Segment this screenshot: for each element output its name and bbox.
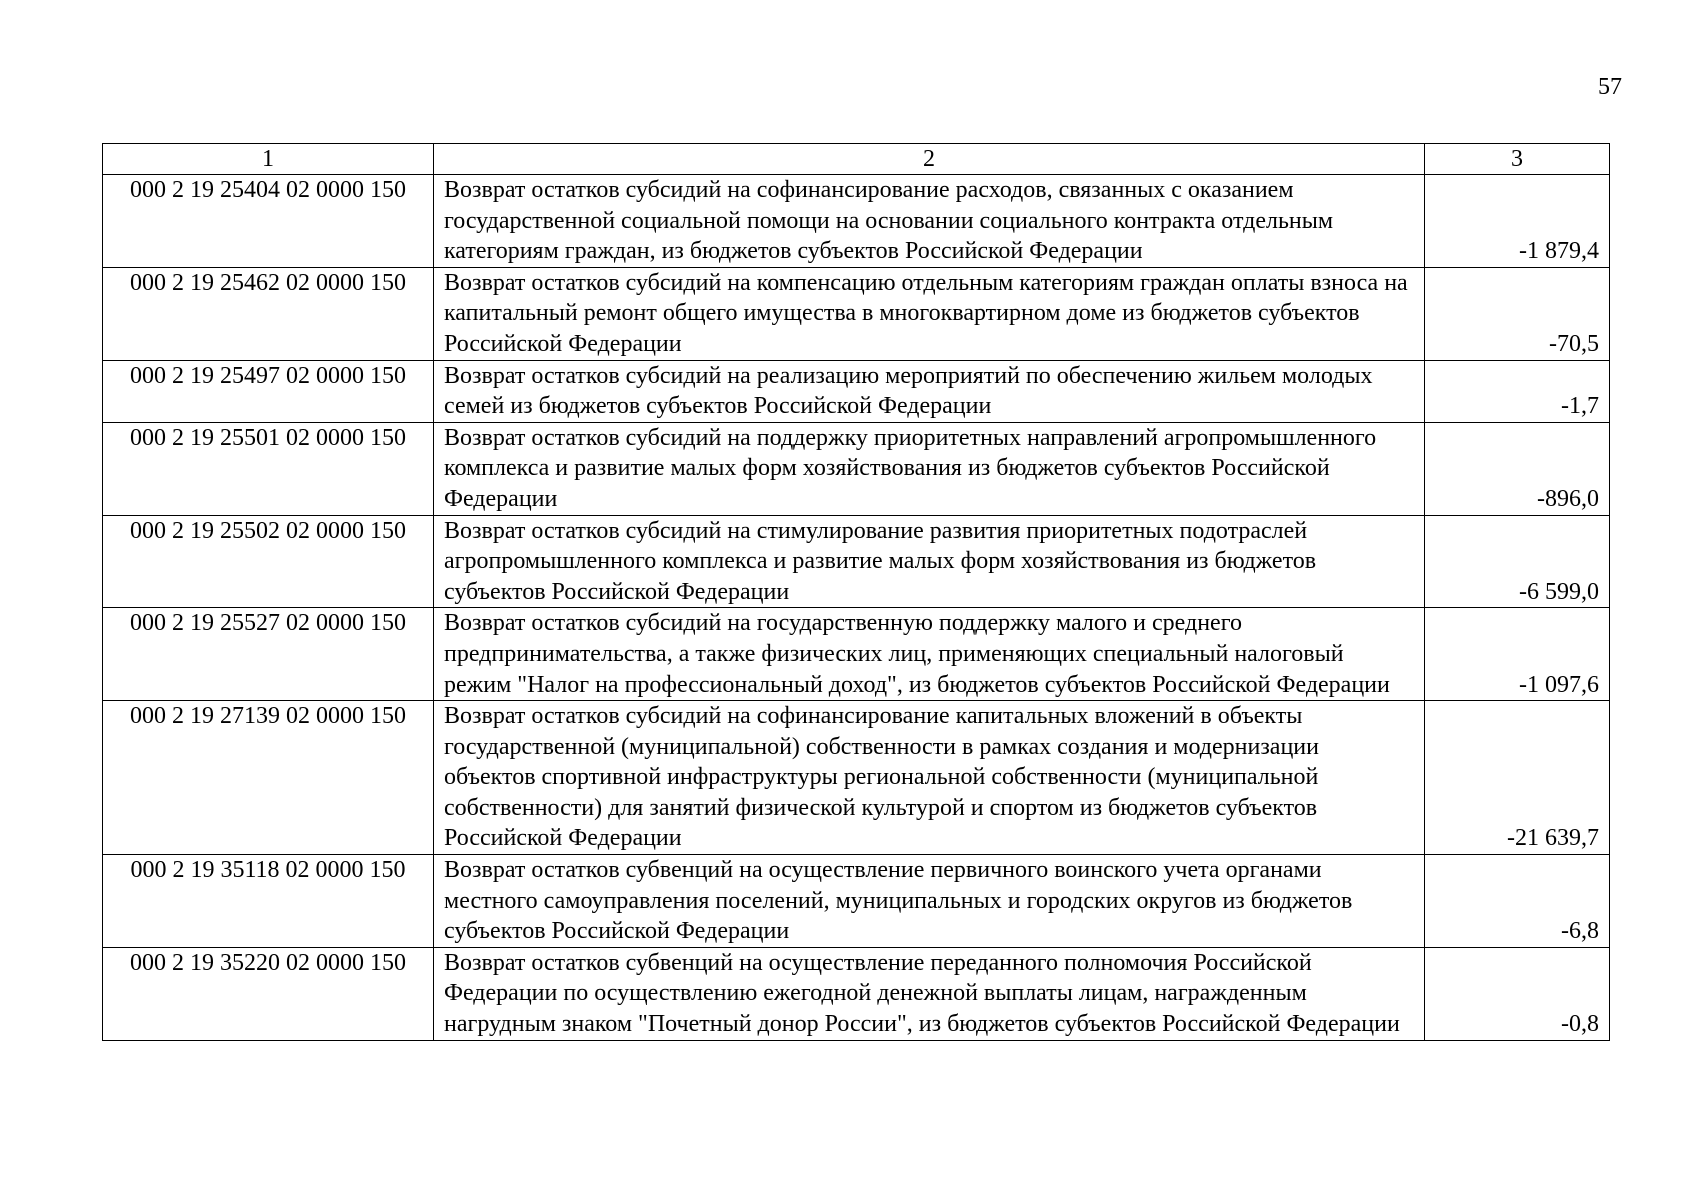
table-row: [103, 947, 1610, 1040]
budget-code-cell: 000 2 19 25527 02 0000 150: [103, 608, 434, 701]
table-row: [103, 267, 1610, 360]
description-cell: Возврат остатков субсидий на поддержку приоритетных направлений агропромышленного комплекса и развитие малых форм хозяйствования из бюджетов субъектов Российской Федерации: [434, 422, 1425, 515]
table-row: [103, 608, 1610, 701]
amount-cell: -21 639,7: [1425, 701, 1610, 855]
amount-cell: -6,8: [1425, 855, 1610, 948]
column-header-3: 3: [1425, 144, 1610, 175]
table-header-row: [103, 144, 1610, 175]
table-row: [103, 515, 1610, 608]
table-row: [103, 422, 1610, 515]
description-cell: Возврат остатков субвенций на осуществление первичного воинского учета органами местного самоуправления поселений, муниципальных и городских округов из бюджетов субъектов Российской Федерации: [434, 855, 1425, 948]
budget-code-cell: 000 2 19 35118 02 0000 150: [103, 855, 434, 948]
budget-code-cell: 000 2 19 25404 02 0000 150: [103, 175, 434, 268]
table-row: [103, 855, 1610, 948]
amount-cell: -70,5: [1425, 267, 1610, 360]
amount-cell: -1 879,4: [1425, 175, 1610, 268]
description-cell: Возврат остатков субсидий на стимулирование развития приоритетных подотраслей агропромышленного комплекса и развитие малых форм хозяйствования из бюджетов субъектов Российской Федерации: [434, 515, 1425, 608]
page-number: 57: [1598, 74, 1622, 100]
budget-returns-table: [102, 143, 1610, 1041]
description-cell: Возврат остатков субсидий на софинансирование капитальных вложений в объекты государственной (муниципальной) собственности в рамках создания и модернизации объектов спортивной инфраструктуры региональной собственности (муниципальной собственности) для занятий физической культурой и спортом из бюджетов субъектов Российской Федерации: [434, 701, 1425, 855]
column-header-2: 2: [434, 144, 1425, 175]
budget-code-cell: 000 2 19 27139 02 0000 150: [103, 701, 434, 855]
amount-cell: -1 097,6: [1425, 608, 1610, 701]
column-header-1: 1: [103, 144, 434, 175]
description-cell: Возврат остатков субвенций на осуществление переданного полномочия Российской Федерации по осуществлению ежегодной денежной выплаты лицам, награжденным нагрудным знаком "Почетный донор России", из бюджетов субъектов Российской Федерации: [434, 947, 1425, 1040]
table-row: [103, 360, 1610, 422]
table-row: [103, 175, 1610, 268]
budget-code-cell: 000 2 19 25501 02 0000 150: [103, 422, 434, 515]
description-cell: Возврат остатков субсидий на реализацию мероприятий по обеспечению жильем молодых семей из бюджетов субъектов Российской Федерации: [434, 360, 1425, 422]
description-cell: Возврат остатков субсидий на государственную поддержку малого и среднего предпринимательства, а также физических лиц, применяющих специальный налоговый режим "Налог на профессиональный доход", из бюджетов субъектов Российской Федерации: [434, 608, 1425, 701]
table-row: [103, 701, 1610, 855]
budget-code-cell: 000 2 19 25502 02 0000 150: [103, 515, 434, 608]
description-cell: Возврат остатков субсидий на компенсацию отдельным категориям граждан оплаты взноса на капитальный ремонт общего имущества в многоквартирном доме из бюджетов субъектов Российской Федерации: [434, 267, 1425, 360]
amount-cell: -1,7: [1425, 360, 1610, 422]
budget-code-cell: 000 2 19 35220 02 0000 150: [103, 947, 434, 1040]
budget-code-cell: 000 2 19 25462 02 0000 150: [103, 267, 434, 360]
budget-code-cell: 000 2 19 25497 02 0000 150: [103, 360, 434, 422]
amount-cell: -0,8: [1425, 947, 1610, 1040]
description-cell: Возврат остатков субсидий на софинансирование расходов, связанных с оказанием государственной социальной помощи на основании социального контракта отдельным категориям граждан, из бюджетов субъектов Российской Федерации: [434, 175, 1425, 268]
amount-cell: -6 599,0: [1425, 515, 1610, 608]
amount-cell: -896,0: [1425, 422, 1610, 515]
